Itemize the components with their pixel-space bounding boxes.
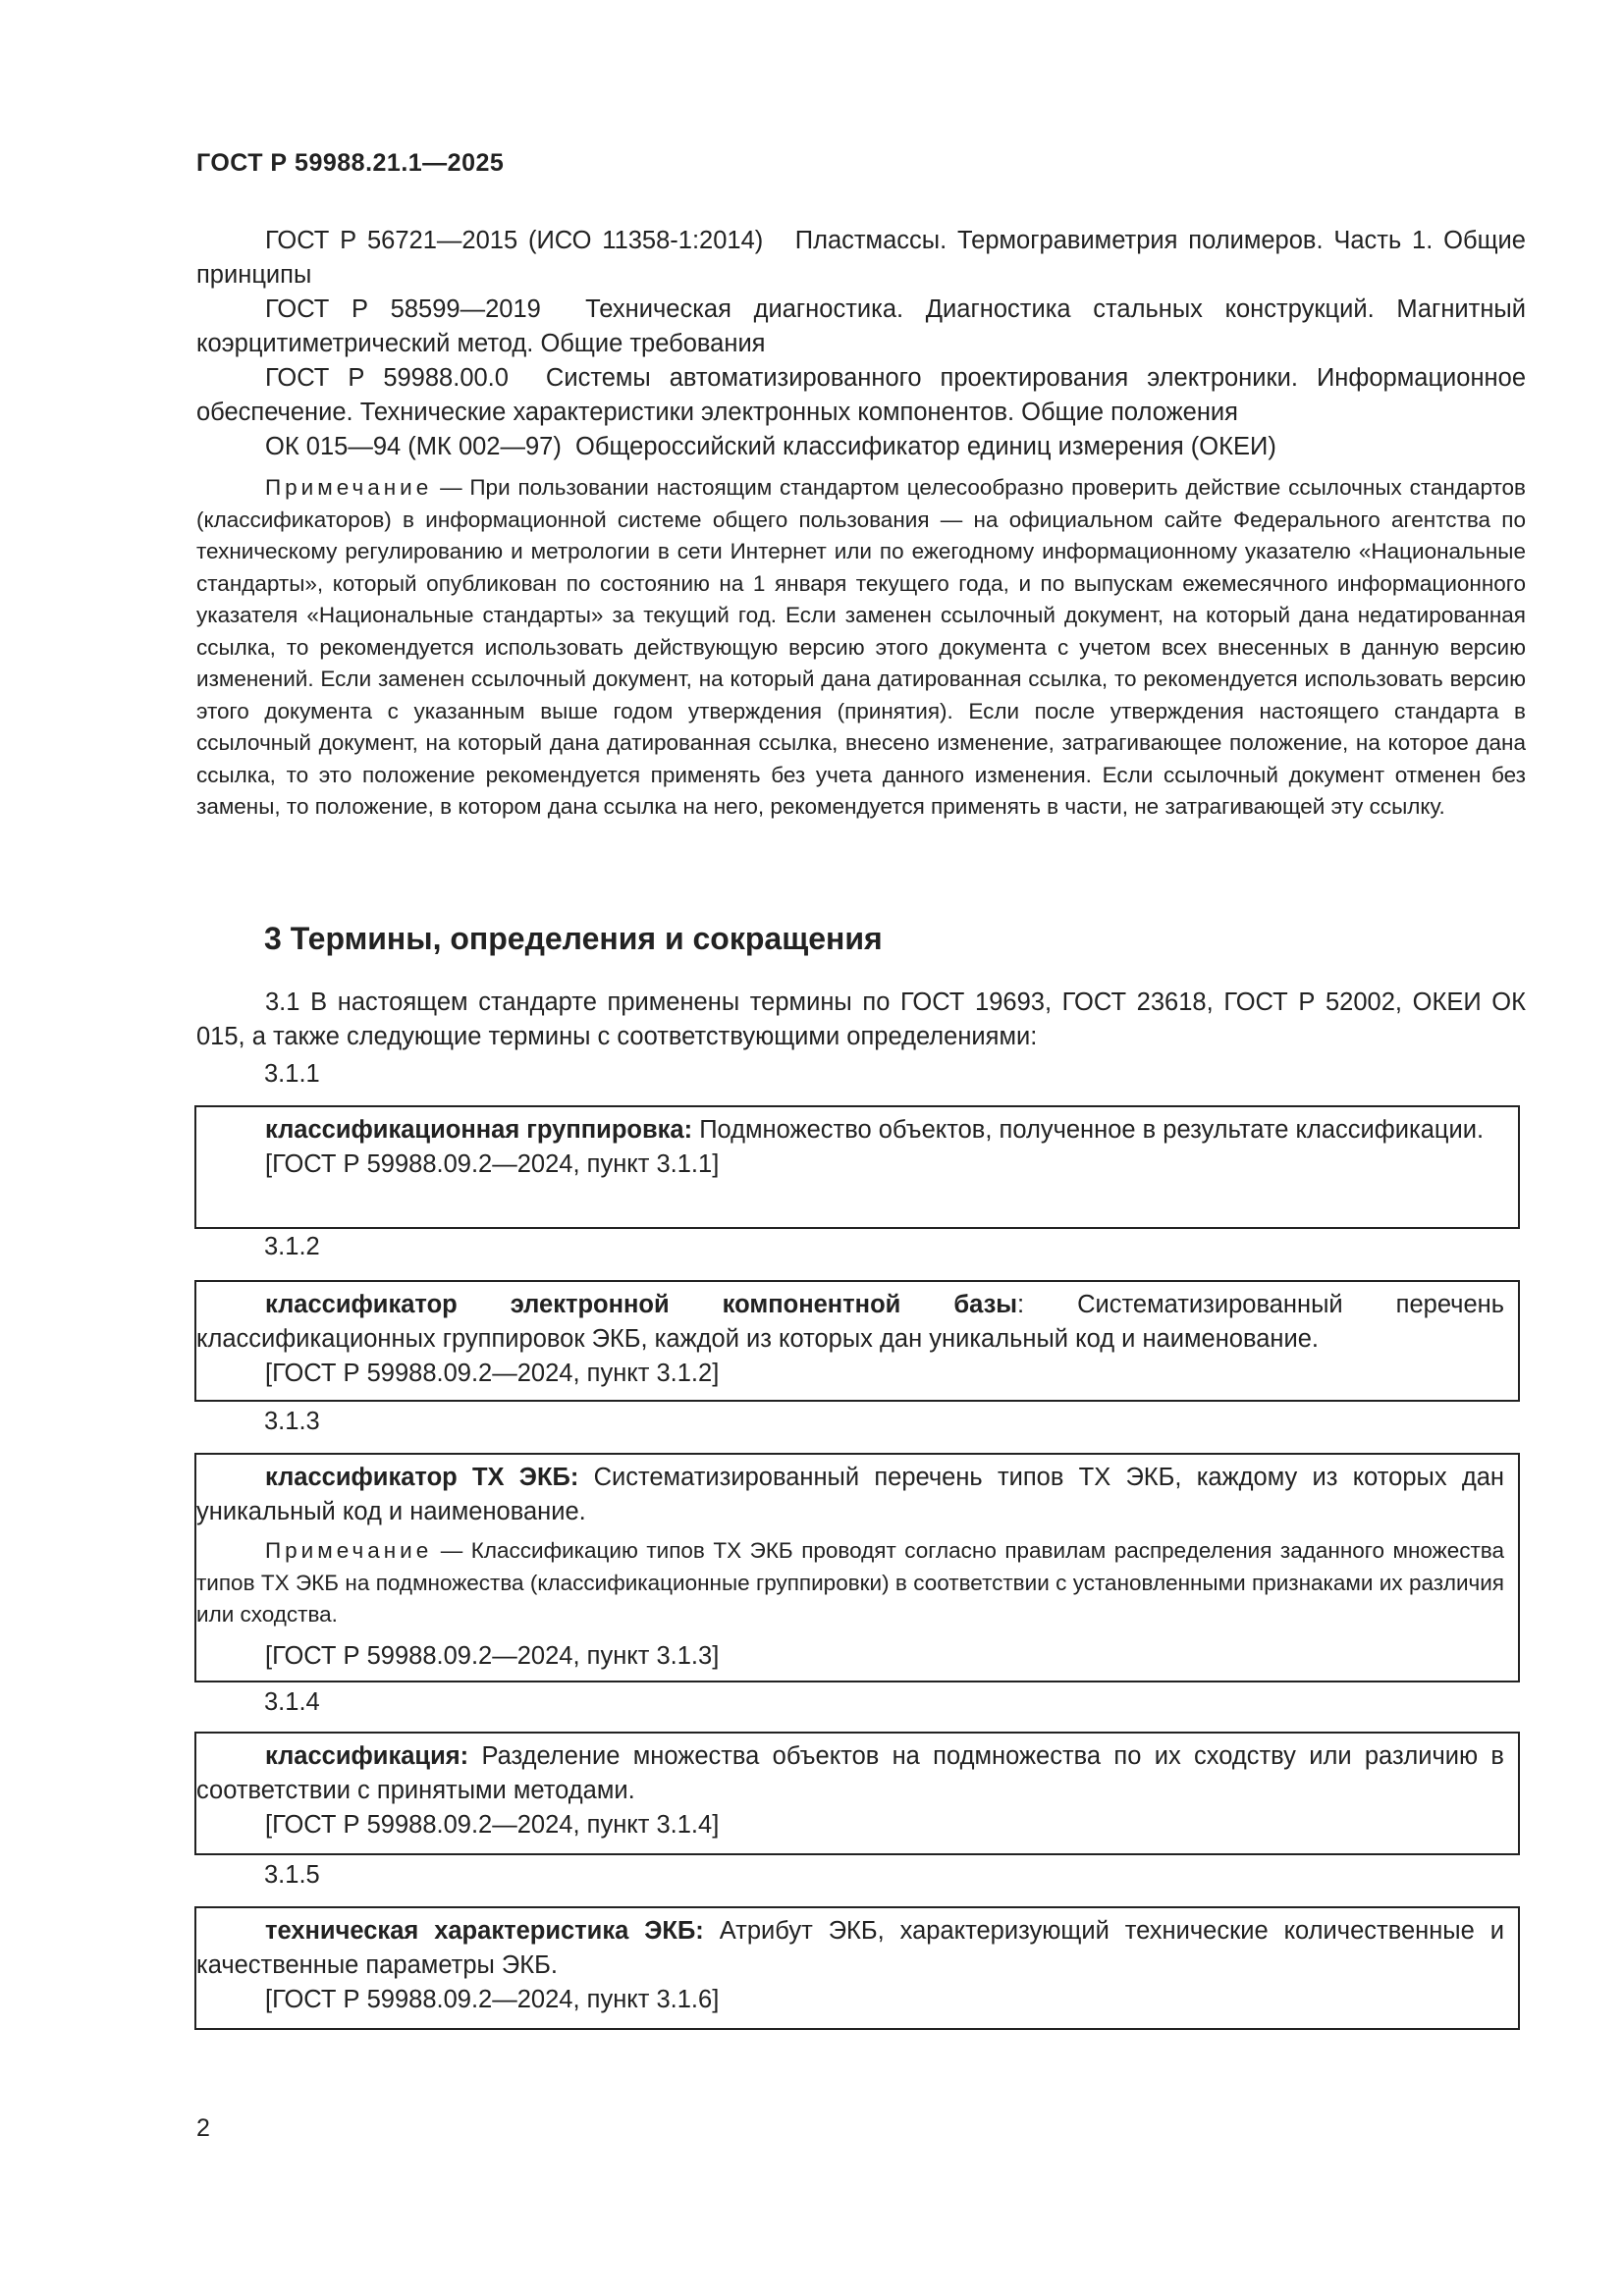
term-number: 3.1.4: [264, 1688, 320, 1716]
term-number: 3.1.5: [264, 1861, 320, 1889]
reference-item: ОК 015—94 (МК 002—97) Общероссийский классификатор единиц измерения (ОКЕИ): [265, 433, 1276, 460]
reference-item: ГОСТ Р 58599—2019 Техническая диагностика. Диагностика стальных конструкций. Магнитный коэрцитиметрический метод. Общие требования: [196, 295, 1527, 357]
term-source: [ГОСТ Р 59988.09.2—2024, пункт 3.1.3]: [265, 1641, 720, 1670]
term-box: [194, 1280, 1520, 1402]
term-source: [ГОСТ Р 59988.09.2—2024, пункт 3.1.4]: [265, 1811, 720, 1839]
reference-item: ГОСТ Р 59988.00.0 Системы автоматизированного проектирования электроники. Информационное обеспечение. Технические характеристики электронных компонентов. Общие положения: [196, 364, 1527, 426]
section-intro: 3.1 В настоящем стандарте применены термины по ГОСТ 19693, ГОСТ 23618, ГОСТ Р 52002, ОКЕИ ОК 015, а также следующие термины с соответствующими определениями:: [196, 988, 1526, 1050]
term-name: классификатор ТХ ЭКБ:: [265, 1464, 579, 1491]
term-name: техническая характеристика ЭКБ:: [265, 1917, 704, 1945]
page-number: 2: [196, 2114, 210, 2142]
reference-item: ГОСТ Р 56721—2015 (ИСО 11358-1:2014) Пластмассы. Термогравиметрия полимеров. Часть 1. Общие принципы: [196, 227, 1526, 289]
term-definition: классификатор электронной компонентной базы: Систематизированный перечень классификационных группировок ЭКБ, каждой из которых дан уникальный код и наименование.: [196, 1291, 1504, 1353]
term-source: [ГОСТ Р 59988.09.2—2024, пункт 3.1.1]: [265, 1150, 720, 1178]
term-box: [194, 1906, 1520, 2030]
term-number: 3.1.3: [264, 1408, 320, 1435]
term-note: Примечание — Классификацию типов ТХ ЭКБ проводят согласно правилам распределения заданного множества типов ТХ ЭКБ на подмножества (классификационные группировки) в соответствии с установленными признаками их различия или сходства.: [196, 1538, 1504, 1627]
term-name: классификация:: [265, 1742, 469, 1770]
term-name: классификационная группировка:: [265, 1116, 693, 1144]
term-definition: классификационная группировка: Подмножество объектов, полученное в результате классификации.: [265, 1116, 1485, 1144]
term-box: [194, 1453, 1520, 1682]
section-title: 3 Термины, определения и сокращения: [264, 921, 883, 956]
document-header: ГОСТ Р 59988.21.1—2025: [196, 149, 505, 177]
term-source: [ГОСТ Р 59988.09.2—2024, пункт 3.1.2]: [265, 1360, 720, 1387]
term-number: 3.1.2: [264, 1233, 320, 1260]
term-source: [ГОСТ Р 59988.09.2—2024, пункт 3.1.6]: [265, 1986, 720, 2013]
term-number: 3.1.1: [264, 1060, 320, 1088]
term-box: [194, 1732, 1520, 1855]
references-list: [196, 224, 1526, 824]
term-definition: техническая характеристика ЭКБ: Атрибут ЭКБ, характеризующий технические количественные и качественные параметры ЭКБ.: [196, 1917, 1504, 1979]
term-name: классификатор электронной компонентной базы: [265, 1291, 1018, 1318]
term-definition: классификация: Разделение множества объектов на подмножества по их сходству или различию в соответствии с принятыми методами.: [196, 1742, 1504, 1804]
references-note: Примечание — При пользовании настоящим стандартом целесообразно проверить действие ссылочных стандартов (классификаторов) в информационной системе общего пользования — на официальном сайте Федерального агентства по техническому регулированию и метрологии в сети Интернет или по ежегодному информационному указателю «Национальные стандарты», который опубликован по состоянию на 1 января текущего года, и по выпускам ежемесячного информационного указателя «Национальные стандарты» за текущий год. Если заменен ссылочный документ, на который дана недатированная ссылка, то рекомендуется использовать действующую версию этого документа с учетом всех внесенных в данную версию изменений. Если заменен ссылочный документ, на который дана датированная ссылка, то рекомендуется использовать версию этого документа с указанным выше годом утверждения (принятия). Если после утверждения настоящего стандарта в ссылочный документ, на который дана датированная ссылка, внесено изменение, затрагивающее положение, на которое дана ссылка, то это положение рекомендуется применять без учета данного изменения. Если ссылочный документ отменен без замены, то положение, в котором дана ссылка на него, рекомендуется применять в части, не затрагивающей эту ссылку.: [196, 475, 1526, 819]
term-definition: классификатор ТХ ЭКБ: Систематизированный перечень типов ТХ ЭКБ, каждому из которых дан уникальный код и наименование.: [196, 1464, 1504, 1525]
term-box: [194, 1105, 1520, 1229]
